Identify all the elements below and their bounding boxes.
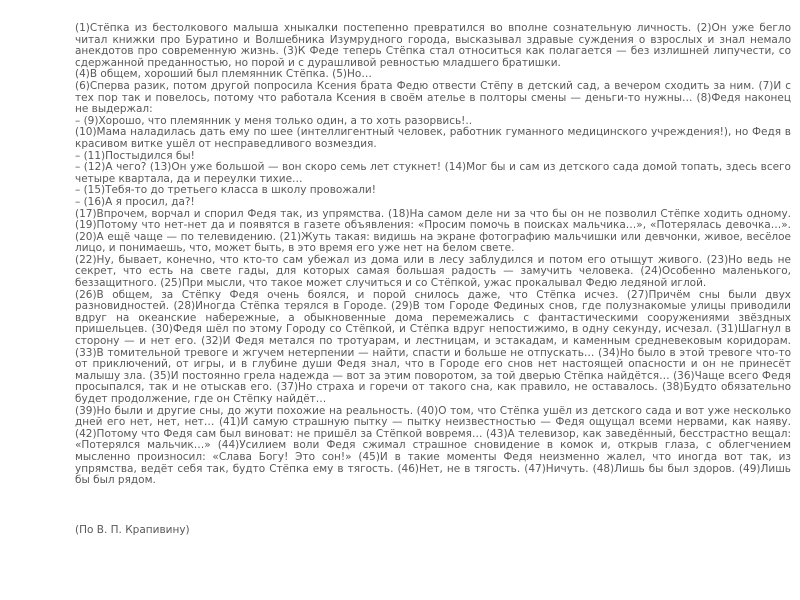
text-paragraph: (10)Мама наладилась дать ему по шее (интеллигентный человек, работник гуманного медицинского учреждения!), но Федя в красивом витке ушёл от несправедливого возмездия. [75, 126, 791, 150]
attribution: (По В. П. Крапивину) [75, 523, 190, 536]
text-paragraph: (4)В общем, хороший был племянник Стёпка. (5)Но… [75, 68, 372, 81]
text-paragraph: (6)Сперва разик, потом другой попросила Ксения брата Федю отвести Стёпу в детский сад, а вечером сходить за ним. (7)И с тех пор так и повелось, потому что работала Ксения в своём ателье в полторы смены — деньги-то нужны… (8)Федя наконец не выдержал: [75, 79, 791, 116]
text-paragraph: (1)Стёпка из бестолкового малыша хныкалки постепенно превратился во вполне сознательную личность. (2)Он уже бегло читал книжки про Буратино и Волшебника Изумрудного города, высказывал здравые суждения о взрослых и знал немало анекдотов про современную жизнь. (3)К Феде теперь Стёпка стал относиться как полагается — без излишней липучести, со сдержанной преданностью, но порой и с дурашливой ревностью младшего братишки. [75, 22, 791, 69]
text-paragraph: (17)Впрочем, ворчал и спорил Федя так, из упрямства. (18)На самом деле ни за что бы он не позволил Стёпке ходить одному. (19)Потому что нет-нет да и появятся в газете объявления: «Просим помочь в поисках мальчика…», «Потерялась девочка…». (20)А ещё чаще — по телевидению. (21)Жуть такая: видишь на экране фотографию мальчишки или девчонки, живое, весёлое лицо, и понимаешь, что, может быть, в это время его уже нет на белом свете. [75, 207, 791, 255]
text-paragraph: (26)В общем, за Стёпку Федя очень боялся, и порой снилось даже, что Стёпка исчез. (27)Причём сны были двух разновидностей. (28)Иногда Стёпка терялся в Городе. (29)В том Городе Фединых снов, где полузнакомые улицы приводили вдруг на океанские набережные, а обыкновенные дома перемежались с фантастическими сооружениями звёздных пришельцев. (30)Федя шёл по этому Городу со Стёпкой, и Стёпка вдруг непостижимо, в одну секунду, исчезал. (31)Шагнул в сторону — и нет его. (32)И Федя метался по тротуарам, и лестницам, и эстакадам, и каменным средневековым коридорам. (33)В томительной тревоге и жгучем нетерпении — найти, спасти и больше не отпускать… (34)Но было в этой тревоге что-то от приключений, от игры, и в глубине души Федя знал, что в Городе его снов нет настоящей опасности и он не принесёт малышу зла. (35)И постоянно грела надежда — вот за этим поворотом, за той дверью Стёпка найдётся… (36)Чаще всего Федя просыпался, так и не отыскав его. (37)Но страха и горечи от такого сна, как правило, не оставалось. (38)Будто обязательно будет продолжение, где он Стёпку найдёт… [75, 288, 791, 405]
text-paragraph: – (16)А я просил, да?! [75, 195, 195, 208]
text-paragraph: – (15)Тебя-то до третьего класса в школу провожали! [75, 184, 376, 197]
reading-text [75, 23, 791, 536]
text-paragraph: (22)Ну, бывает, конечно, что кто-то сам убежал из дома или в лесу заблудился и потом его отыщут живого. (23)Но ведь не секрет, что есть на свете гады, для которых самая большая радость — замучить человека. (24)Особенно маленького, беззащитного. (25)При мысли, что такое может случиться и со Стёпкой, ужас прокалывал Федю ледяной иглой. [75, 253, 791, 290]
text-paragraph: – (11)Постыдился бы! [75, 149, 195, 162]
text-paragraph: – (12)А чего? (13)Он уже большой — вон скоро семь лет стукнет! (14)Мог бы и сам из детского сада домой топать, здесь всего четыре квартала, да и переулки тихие… [75, 161, 791, 185]
text-paragraph: (39)Но были и другие сны, до жути похожие на реальность. (40)О том, что Стёпка ушёл из детского сада и вот уже несколько дней его нет, нет, нет… (41)И самую страшную пытку — пытку неизвестностью — Федя ощущал всеми нервами, как наяву. (42)Потому что Федя сам был виноват: не пришёл за Стёпкой вовремя… (43)А телевизор, как заведённый, бесстрастно вещал: «Потерялся мальчик…» (44)Усилием воли Федя сжимал страшное сновидение в комок и, открыв глаза, с облегчением мысленно произносил: «Слава Богу! Это сон!» (45)И в такие моменты Федя неизменно жалел, что иногда вот так, из упрямства, ведёт себя так, будто Стёпка ему в тягость. (46)Нет, не в тягость. (47)Ничуть. (48)Лишь бы был здоров. (49)Лишь бы был рядом. [75, 404, 791, 487]
text-paragraph: – (9)Хорошо, что племянник у меня только один, а то хоть разорвись!.. [75, 114, 473, 127]
